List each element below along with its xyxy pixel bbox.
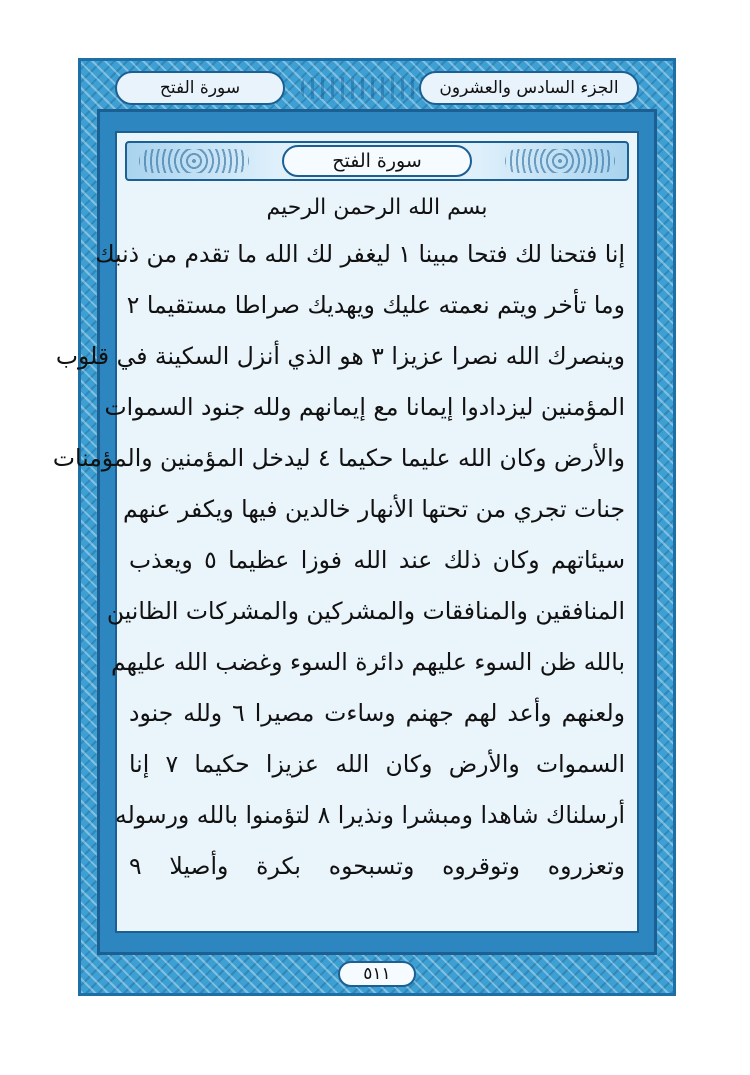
verse-line: السموات والأرض وكان الله عزيزا حكيما ٧ إنا bbox=[129, 750, 626, 778]
verse-line: أرسلناك شاهدا ومبشرا ونذيرا ٨ لتؤمنوا بالله ورسوله bbox=[114, 801, 625, 829]
verse-line: المؤمنين ليزدادوا إيمانا مع إيمانهم ولله جنود السموات bbox=[104, 393, 625, 421]
verse-line: والأرض وكان الله عليما حكيما ٤ ليدخل المؤمنين والمؤمنات bbox=[52, 444, 625, 472]
verse-line: ولعنهم وأعد لهم جهنم وساءت مصيرا ٦ ولله جنود bbox=[129, 699, 625, 727]
verse-line: المنافقين والمنافقات والمشركين والمشركات الظانين bbox=[106, 597, 625, 625]
verse-lines bbox=[52, 229, 626, 892]
verse-line: وتعزروه وتوقروه وتسبحوه بكرة وأصيلا ٩ bbox=[129, 852, 625, 880]
surah-title-banner bbox=[125, 141, 629, 181]
verse-line: بالله ظن السوء عليهم دائرة السوء وغضب الله عليهم bbox=[111, 648, 625, 676]
verse-line: سيئاتهم وكان ذلك عند الله فوزا عظيما ٥ ويعذب bbox=[129, 546, 626, 574]
text-panel bbox=[52, 131, 639, 933]
header-ornament bbox=[301, 77, 431, 99]
page-number: ٥١١ bbox=[338, 961, 416, 987]
verse-line: جنات تجري من تحتها الأنهار خالدين فيها ويكفر عنهم bbox=[122, 495, 625, 523]
banner-ornament-left bbox=[139, 149, 249, 173]
surah-header-cartouche bbox=[115, 71, 285, 105]
juz-header-cartouche bbox=[419, 71, 639, 105]
basmala: بسم الله الرحمن الرحيم bbox=[266, 195, 488, 220]
juz-header-label: الجزء السادس والعشرون bbox=[439, 78, 619, 98]
verse-line: وينصرك الله نصرا عزيزا ٣ هو الذي أنزل السكينة في قلوب bbox=[55, 342, 625, 370]
verse-line: إنا فتحنا لك فتحا مبينا ١ ليغفر لك الله ما تقدم من ذنبك bbox=[95, 240, 625, 268]
verse-line: وما تأخر ويتم نعمته عليك ويهديك صراطا مستقيما ٢ bbox=[126, 291, 625, 319]
page-frame bbox=[52, 58, 676, 996]
surah-header-label: سورة الفتح bbox=[159, 78, 241, 98]
banner-ornament-right bbox=[505, 149, 615, 173]
surah-title: سورة الفتح bbox=[282, 145, 472, 177]
